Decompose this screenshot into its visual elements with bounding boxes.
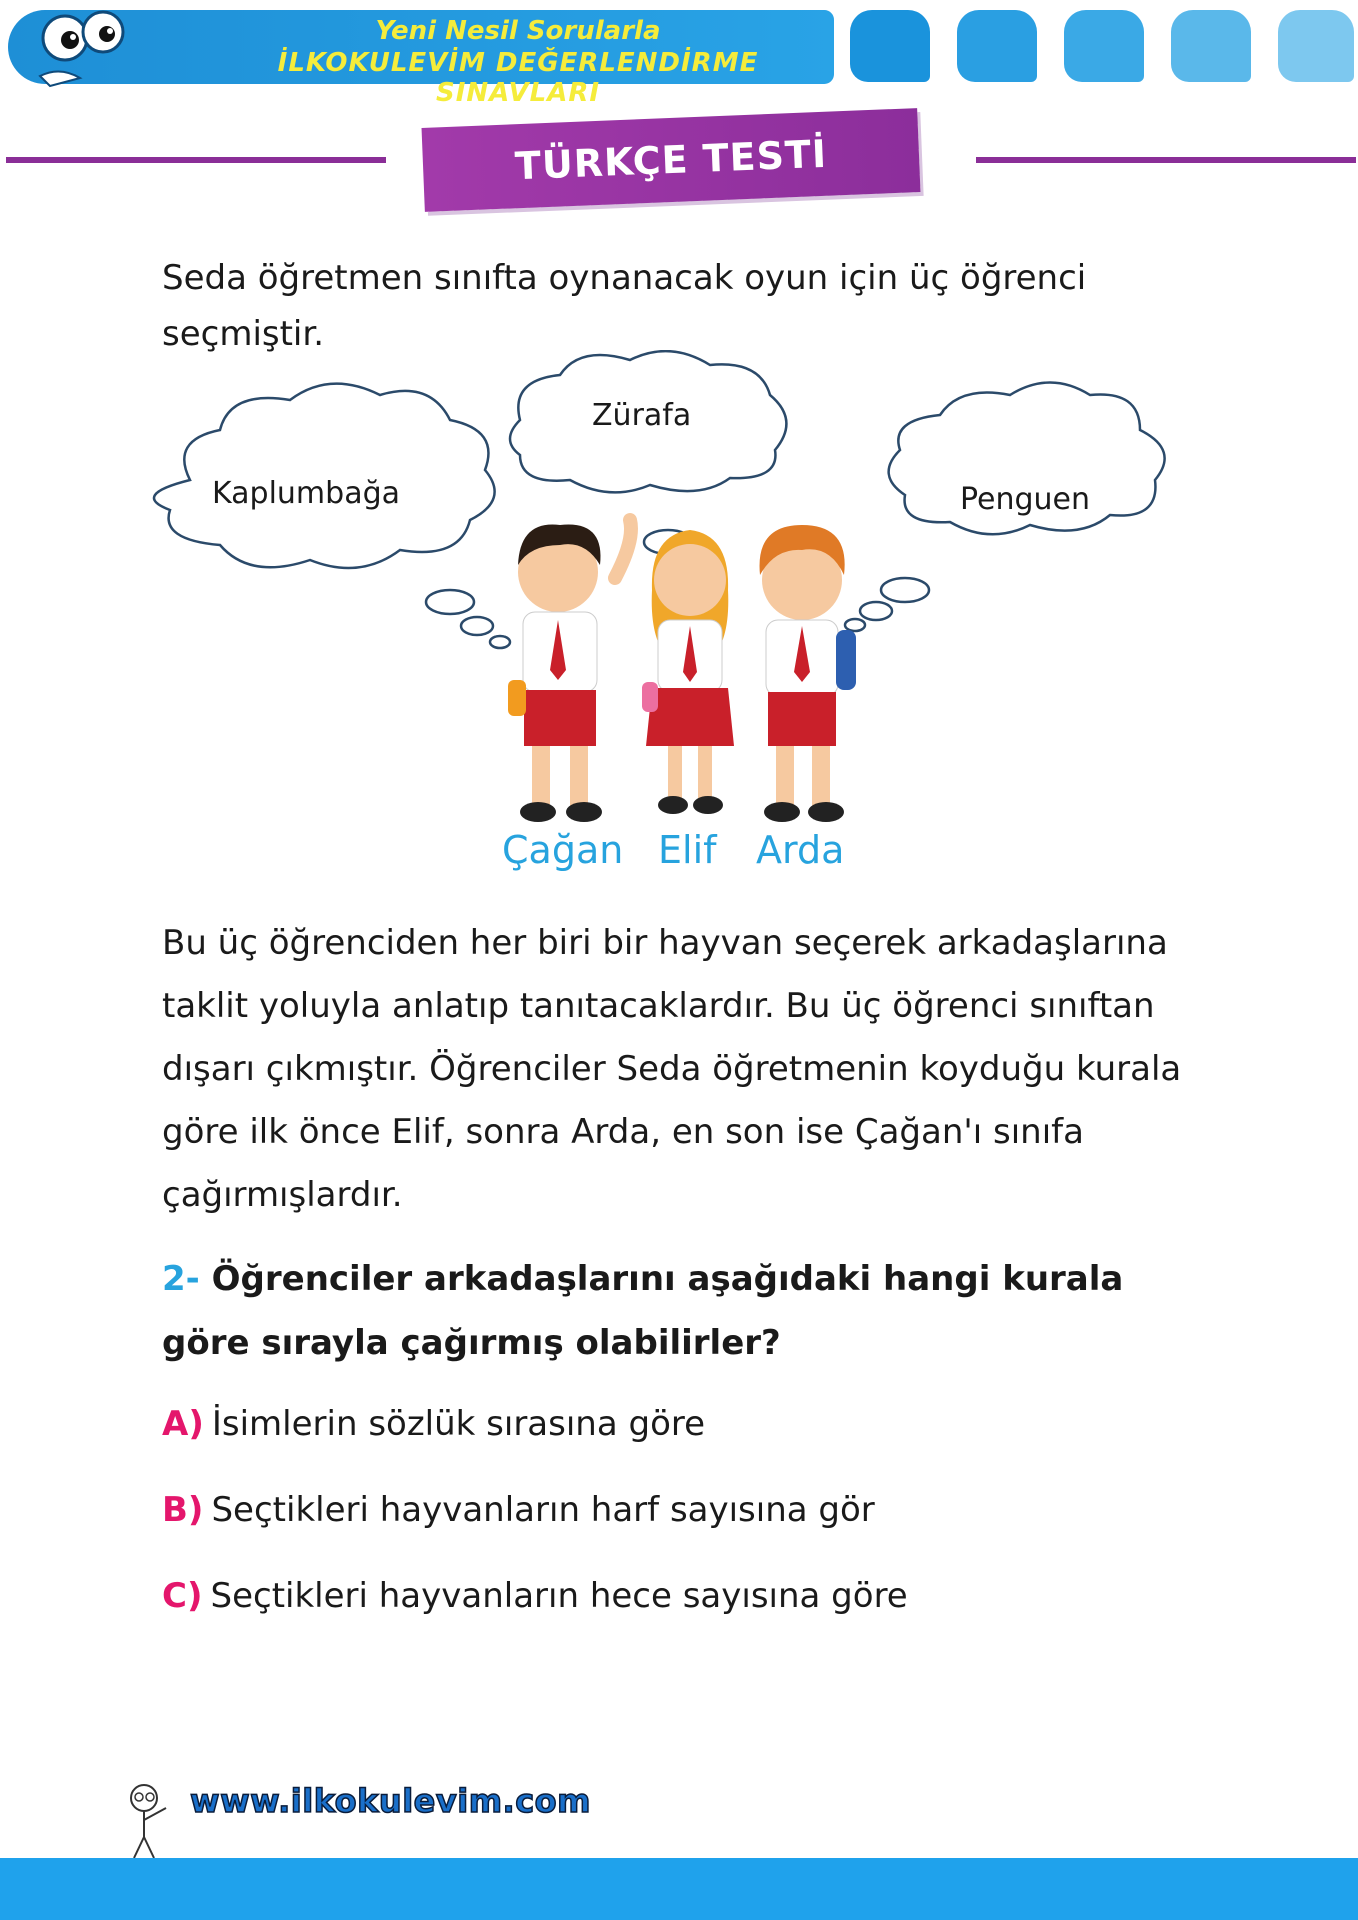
option-c-letter: C) [162,1576,203,1616]
student-name-arda: Arda [756,828,845,872]
header-tab-1 [850,10,930,82]
header-tab-4 [1171,10,1251,82]
cloud-right-bubble-3 [845,619,865,631]
title-rule-right [976,157,1356,163]
stick-figure-icon [122,1782,186,1860]
cloud-left-label: Kaplumbağa [212,476,400,511]
cloud-right-label: Penguen [960,482,1091,517]
option-c[interactable] [162,1576,908,1616]
option-a-text: İsimlerin sözlük sırasına göre [211,1404,706,1444]
student-cagan-figure [508,520,631,822]
option-b[interactable] [162,1490,875,1530]
title-rule-left [6,157,386,163]
student-elif-figure [642,530,734,814]
cloud-right-bubble-2 [860,602,892,620]
question [162,1247,1222,1375]
mascot-eyes-icon [30,6,140,88]
student-arda-figure [760,525,856,822]
header-tab-5 [1278,10,1354,82]
intro-text: Seda öğretmen sınıfta oynanacak oyun için üç öğrenci seçmiştir. [162,258,1087,354]
student-name-cagan: Çağan [502,828,624,872]
question-text: Öğrenciler arkadaşlarını aşağıdaki hangi kurala göre sırayla çağırmış olabilirler? [162,1259,1124,1363]
header-tab-3 [1064,10,1144,82]
option-a[interactable] [162,1404,705,1444]
cloud-right-bubble-1 [881,578,929,602]
footer-bar [0,1858,1358,1920]
cloud-left-bubble-3 [490,636,510,648]
option-a-letter: A) [162,1404,204,1444]
story-paragraph: Bu üç öğrenciden her biri bir hayvan seçerek arkadaşlarına taklit yoluyla anlatıp tanıtacaklardır. Bu üç öğrenci sınıftan dışarı çıkmıştır. Öğrenciler Seda öğretmenin koyduğu kurala göre ilk önce Elif, sonra Arda, en son ise Çağan'ı sınıfa çağırmışlardır. [162,923,1182,1215]
page-title: TÜRKÇE TESTİ [514,131,828,189]
header-line-2: İLKOKULEVİM DEĞERLENDİRME SINAVLARI [277,48,759,108]
option-c-text: Seçtikleri hayvanların hece sayısına göre [210,1576,908,1616]
cloud-left-bubble-1 [426,590,474,614]
option-b-text: Seçtikleri hayvanların harf sayısına gör [211,1490,875,1530]
illustration [130,350,1190,890]
cloud-left-bubble-2 [461,617,493,635]
header-line-1: Yeni Nesil Sorularla [375,16,661,46]
title-box [422,108,921,212]
option-b-letter: B) [162,1490,204,1530]
student-name-elif: Elif [658,828,717,872]
question-number: 2- [162,1259,200,1299]
footer-url[interactable]: www.ilkokulevim.com [190,1782,591,1820]
cloud-middle-label: Zürafa [592,398,692,433]
header-tab-2 [957,10,1037,82]
